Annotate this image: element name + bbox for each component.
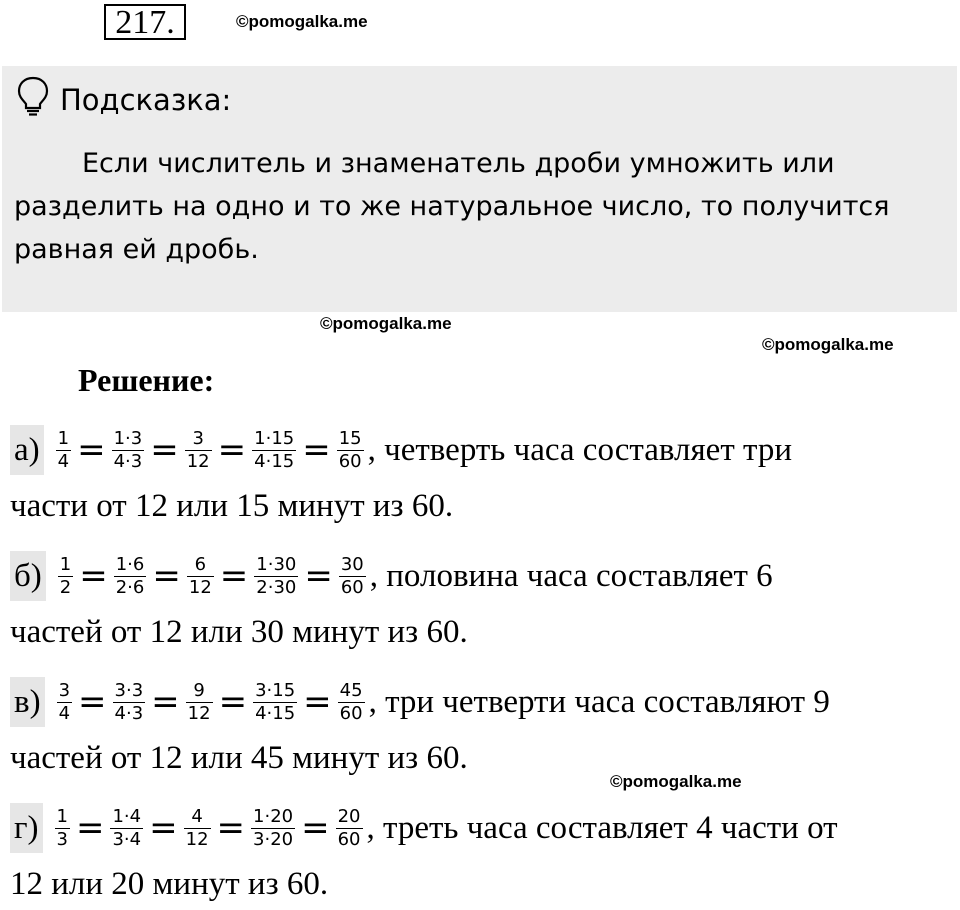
fraction-numerator: 3	[58, 679, 71, 701]
fraction-denominator: 60	[340, 576, 364, 598]
item-text-continued: частей от 12 или 30 минут из 60.	[10, 614, 468, 650]
fraction	[186, 680, 213, 725]
equals-sign: =	[301, 808, 330, 848]
item-letter: а)	[10, 425, 44, 475]
fraction	[252, 428, 296, 473]
fraction	[55, 806, 70, 851]
fraction-numerator: 1	[56, 805, 68, 827]
hint-title: Подсказка:	[60, 82, 232, 117]
fraction-numerator: 1·15	[254, 427, 295, 449]
equals-sign: =	[149, 808, 178, 848]
equals-sign: =	[77, 430, 106, 470]
solution-item-b	[10, 544, 955, 654]
task-number: 217.	[104, 4, 186, 40]
item-text-continued: 12 или 20 минут из 60.	[10, 866, 329, 902]
fraction-numerator: 1·4	[112, 805, 142, 827]
equals-sign: =	[150, 430, 179, 470]
fraction-denominator: 12	[185, 828, 209, 850]
fraction-numerator: 1	[57, 427, 70, 449]
fraction-denominator: 3	[56, 828, 68, 850]
fraction-chain	[55, 806, 363, 851]
item-text-continued: части от 12 или 15 минут из 60.	[10, 488, 454, 524]
fraction	[339, 554, 366, 599]
equals-sign: =	[75, 808, 105, 848]
fraction	[58, 554, 73, 599]
fraction-numerator: 6	[194, 553, 207, 575]
solution-item-c	[10, 670, 955, 780]
lightbulb-icon	[16, 76, 60, 123]
fraction-denominator: 2·6	[115, 576, 145, 598]
fraction-denominator: 4·15	[255, 702, 296, 724]
equals-sign: =	[219, 556, 249, 596]
equals-sign: =	[151, 682, 180, 722]
equals-sign: =	[302, 430, 331, 470]
item-text: , три четверти часа составляют 9	[368, 683, 830, 720]
fraction	[337, 428, 364, 473]
fraction	[253, 680, 297, 725]
fraction	[187, 554, 214, 599]
watermark: ©pomogalka.me	[236, 12, 368, 31]
fraction-denominator: 60	[338, 450, 362, 472]
hint-header	[16, 76, 231, 123]
equals-sign: =	[304, 556, 333, 596]
solution-title: Решение:	[78, 362, 215, 398]
fraction-numerator: 1·20	[253, 805, 294, 827]
fraction-numerator: 9	[193, 679, 205, 701]
fraction-numerator: 1·30	[256, 553, 297, 575]
hint-text: Если числитель и знаменатель дроби умножить или разделить на одно и то же натуральное число, то получится равная ей дробь.	[14, 148, 890, 265]
fraction-chain	[58, 554, 366, 599]
fraction	[56, 428, 71, 473]
equals-sign: =	[78, 682, 107, 722]
fraction-numerator: 3	[192, 427, 204, 449]
fraction	[185, 428, 212, 473]
fraction-numerator: 4	[191, 805, 203, 827]
equals-sign: =	[152, 556, 181, 596]
fraction	[184, 806, 211, 851]
item-text: , четверть часа составляет три	[367, 431, 792, 468]
fraction-numerator: 30	[340, 553, 364, 575]
item-text-continued: частей от 12 или 45 минут из 60.	[10, 740, 468, 776]
solution-item-d	[10, 796, 955, 906]
fraction-denominator: 3·4	[112, 828, 142, 850]
item-text: , половина часа составляет 6	[369, 557, 773, 594]
fraction-denominator: 4	[58, 702, 71, 724]
fraction-numerator: 15	[338, 427, 362, 449]
solution-item-a	[10, 418, 955, 528]
equals-sign: =	[218, 682, 248, 722]
fraction-denominator: 2·30	[256, 576, 297, 598]
fraction-chain	[57, 680, 365, 725]
watermark: ©pomogalka.me	[762, 335, 894, 354]
equals-sign: =	[216, 808, 246, 848]
fraction	[110, 806, 143, 851]
fraction-denominator: 3·20	[253, 828, 294, 850]
fraction-denominator: 60	[337, 828, 361, 850]
equals-sign: =	[79, 556, 108, 596]
fraction-numerator: 1	[59, 553, 72, 575]
fraction-denominator: 60	[339, 702, 363, 724]
fraction-numerator: 1·6	[115, 553, 145, 575]
fraction-denominator: 12	[187, 702, 211, 724]
fraction	[112, 428, 145, 473]
watermark: ©pomogalka.me	[320, 314, 452, 333]
item-text: , треть часа составляет 4 части от	[366, 809, 838, 846]
fraction	[336, 806, 363, 851]
watermark: ©pomogalka.me	[610, 772, 742, 791]
equals-sign: =	[217, 430, 247, 470]
fraction-numerator: 3·3	[114, 679, 144, 701]
item-letter: б)	[10, 551, 46, 601]
fraction	[113, 680, 146, 725]
fraction	[338, 680, 365, 725]
fraction-denominator: 12	[186, 450, 210, 472]
item-letter: в)	[10, 677, 45, 727]
fraction-numerator: 3·15	[255, 679, 296, 701]
equals-sign: =	[303, 682, 332, 722]
fraction-denominator: 4	[57, 450, 70, 472]
hint-box	[2, 66, 957, 312]
fraction-denominator: 4·3	[114, 702, 144, 724]
fraction-denominator: 12	[188, 576, 212, 598]
fraction	[114, 554, 147, 599]
fraction-denominator: 4·15	[254, 450, 295, 472]
fraction-chain	[56, 428, 364, 473]
fraction-numerator: 45	[339, 679, 363, 701]
fraction	[57, 680, 72, 725]
fraction-denominator: 4·3	[113, 450, 143, 472]
fraction-denominator: 2	[59, 576, 72, 598]
fraction-numerator: 1·3	[113, 427, 143, 449]
fraction	[251, 806, 295, 851]
item-letter: г)	[10, 803, 43, 853]
fraction	[254, 554, 298, 599]
fraction-numerator: 20	[337, 805, 361, 827]
